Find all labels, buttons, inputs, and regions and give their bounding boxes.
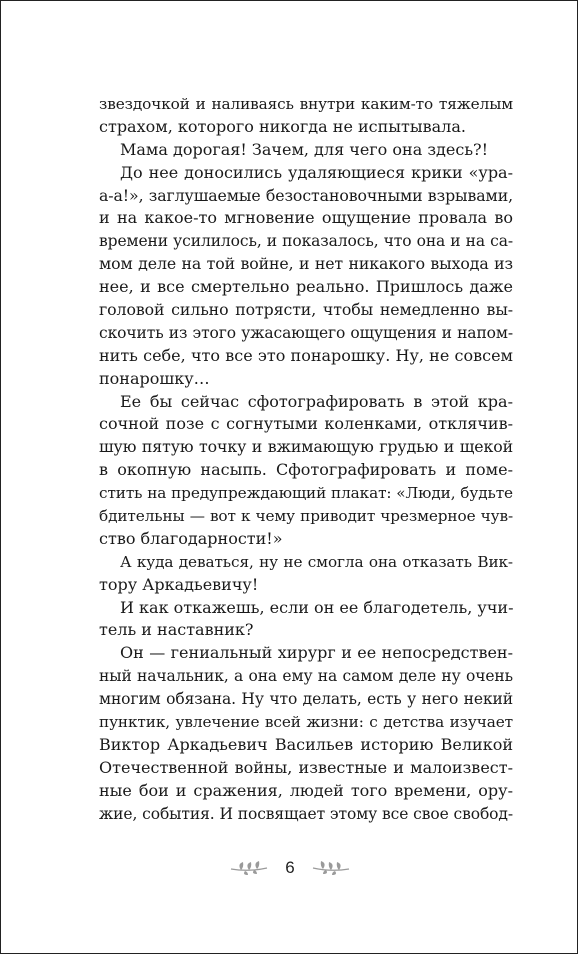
text-line: бдительны — вот к чему приводит чрезмерное чув- [99, 507, 513, 526]
text-line: ство благодарности!» [99, 528, 283, 548]
text-line: многим обязана. Ну что делать, есть у него некий [99, 690, 513, 709]
paragraph-first-line: До нее доносились удаляющиеся крики «ура- [120, 162, 513, 182]
body-text [99, 93, 513, 826]
text-line: Виктор Аркадьевич Васильев историю Великой [99, 734, 513, 754]
text-line: ный начальник, а она ему на самом деле ну очень [99, 667, 513, 686]
text-line: тель и наставник? [99, 620, 254, 640]
paragraph-first-line: И как откажешь, если он ее благодетель, учи- [120, 597, 514, 617]
text-line: Отечественной войны, известные и малоизвест- [99, 757, 513, 777]
text-line: времени усилилось, и показалось, что она и на са- [99, 232, 513, 251]
text-line: скочить из этого ужасающего ощущения и напом- [99, 323, 513, 342]
page-footer [1, 857, 578, 879]
text-line: звездочкой и наливаясь внутри каким-то тяжелым [99, 95, 513, 113]
text-line: в окопную насыпь. Сфотографировать и поме- [99, 460, 513, 480]
text-line: страхом, которого никогда не испытывала. [99, 116, 466, 136]
paragraph-first-line: Мама дорогая! Зачем, для чего она здесь?! [120, 139, 489, 159]
text-line: нить себе, что все это понарошку. Ну, не совсем [99, 345, 513, 365]
text-line: шую пятую точку и вжимающую грудью и щекой [99, 437, 513, 457]
laurel-branch-right-icon [311, 860, 351, 876]
text-line: жие, события. И посвящает этому все свое свобод- [99, 804, 513, 823]
paragraph-first-line: Ее бы сейчас сфотографировать в этой кра- [120, 391, 513, 411]
text-line: головой сильно потрясти, чтобы немедленно вы- [99, 300, 513, 320]
text-line: понарошку… [99, 368, 210, 388]
text-line: и на какое-то мгновение ощущение провала во [99, 208, 513, 228]
text-line: тору Аркадьевичу! [99, 574, 259, 594]
text-line: сочной позе с согнутыми коленками, отклячив- [99, 414, 513, 434]
paragraph-first-line: А куда деваться, ну не смогла она отказать Вик- [120, 552, 513, 571]
text-line: пунктик, увлечение всей жизни: с детства изучает [99, 713, 513, 732]
text-line: мом деле на той войне, и нет никакого выхода из [99, 254, 513, 274]
text-line: нее, и все смертельно реально. Пришлось даже [99, 277, 513, 297]
laurel-branch-left-icon [229, 860, 269, 876]
page-number: 6 [285, 858, 295, 877]
text-line: а-а!», заглушаемые безостановочными взрывами, [99, 185, 513, 205]
paragraph-first-line: Он — гениальный хирург и ее непосредствен- [120, 643, 513, 663]
text-line: стить на предупреждающий плакат: «Люди, будьте [99, 484, 513, 503]
text-line: ные бои и сражения, людей того времени, ору- [99, 780, 513, 800]
